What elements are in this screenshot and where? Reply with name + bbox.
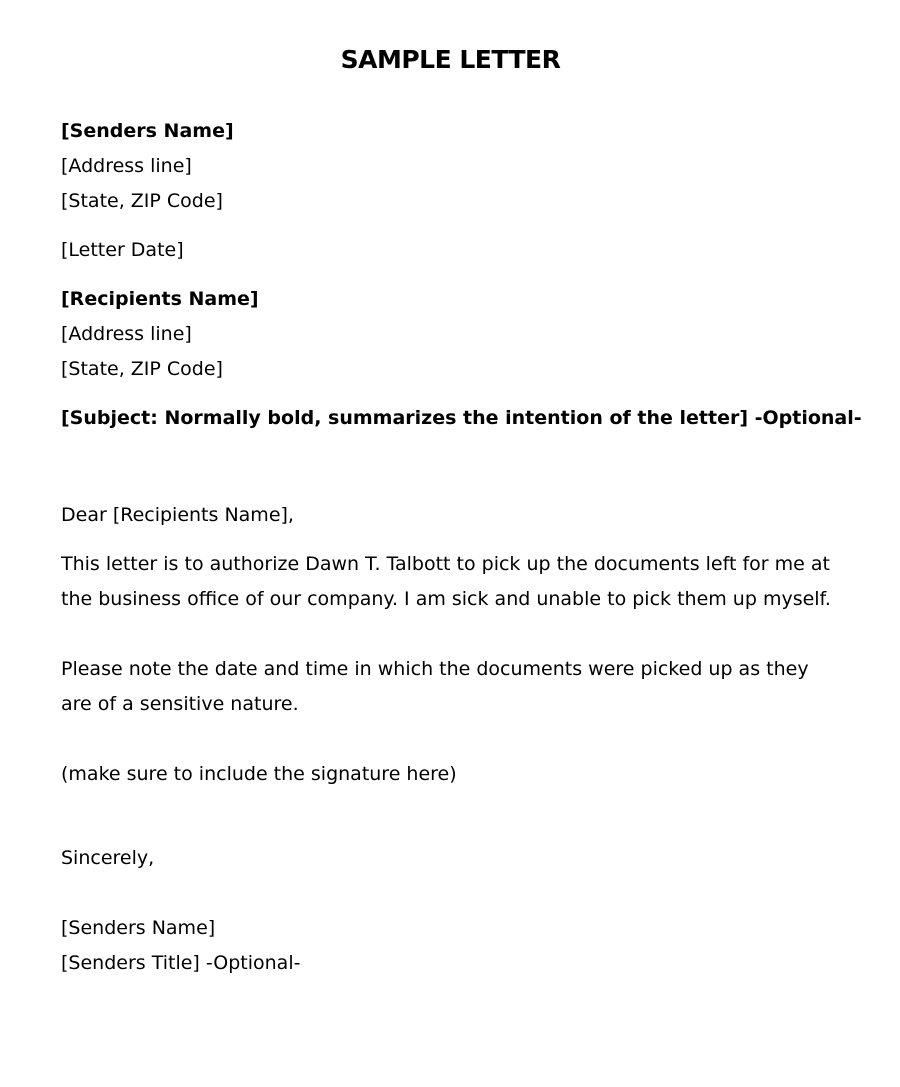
sender-state-zip: [State, ZIP Code]: [61, 190, 223, 212]
sender-name: [Senders Name]: [61, 120, 234, 142]
signoff-title: [Senders Title] -Optional-: [61, 952, 301, 974]
body-paragraph-1: This letter is to authorize Dawn T. Talbott to pick up the documents left for me at the business office of our company. I am sick and unable to pick them up myself.: [61, 553, 831, 610]
signoff-block: [61, 911, 840, 981]
recipient-state-zip: [State, ZIP Code]: [61, 358, 223, 380]
sender-block: [61, 114, 840, 219]
letter-date: [Letter Date]: [61, 239, 184, 261]
recipient-address: [Address line]: [61, 323, 192, 345]
signature-note: (make sure to include the signature here): [61, 763, 457, 785]
sender-address: [Address line]: [61, 155, 192, 177]
closing: Sincerely,: [61, 847, 155, 869]
letter-title: SAMPLE LETTER: [340, 45, 561, 74]
body-paragraph-2: Please note the date and time in which the documents were picked up as they are of a sensitive nature.: [61, 658, 809, 715]
salutation: Dear [Recipients Name],: [61, 504, 294, 526]
recipient-name: [Recipients Name]: [61, 288, 259, 310]
subject-line: [Subject: Normally bold, summarizes the intention of the letter] -Optional-: [61, 407, 862, 429]
signoff-name: [Senders Name]: [61, 917, 216, 939]
recipient-block: [61, 282, 840, 387]
